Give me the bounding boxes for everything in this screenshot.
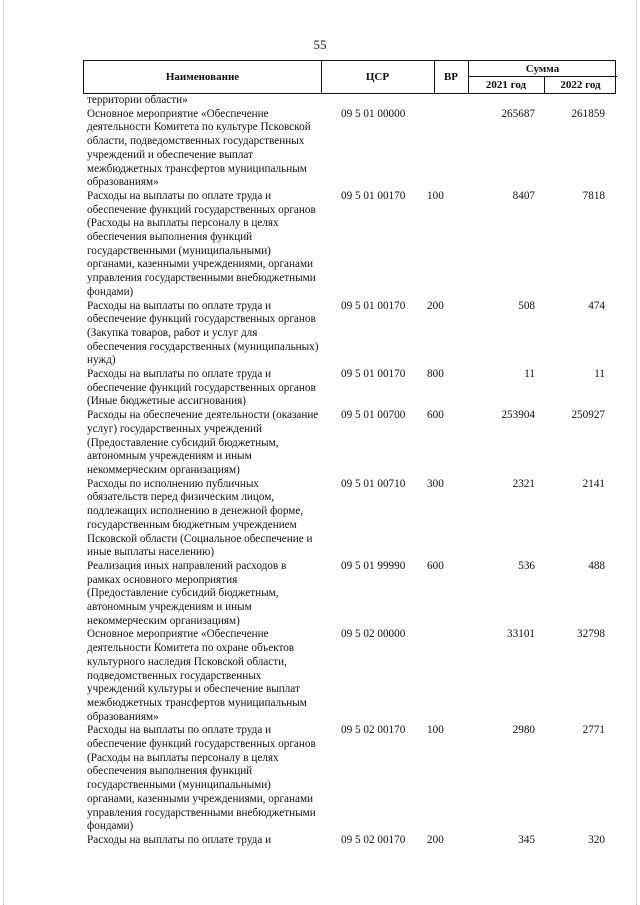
table-row — [87, 478, 615, 560]
row-sum-2021: 33101 — [507, 628, 535, 641]
row-sum-2022: 261859 — [571, 107, 605, 120]
row-sum-2021: 265687 — [501, 107, 535, 120]
row-csr: 09 5 01 00170 — [341, 299, 406, 312]
row-sum-2022: 474 — [588, 299, 605, 312]
table-row — [87, 409, 615, 478]
row-name: Расходы на выплаты по оплате труда и обеспечение функций государственных органов (Иные бюджетные ассигнования) — [87, 368, 316, 408]
header-name: Наименование — [84, 61, 322, 93]
row-name: Основное мероприятие «Обеспечение деятельности Комитета по охране объектов культурного наследия Псковской области, подведомственных государственных учреждений культуры и обеспечение выплат межбюджетных трансфертов муниципальным образованиям» — [87, 628, 307, 723]
row-sum-2021: 2321 — [512, 477, 535, 490]
row-sum-2022: 320 — [588, 833, 605, 846]
row-vr: 300 — [427, 477, 444, 490]
row-vr: 100 — [427, 189, 444, 202]
row-sum-2021: 536 — [518, 559, 535, 572]
row-sum-2022: 7818 — [582, 189, 605, 202]
row-sum-2022: 32798 — [577, 628, 605, 641]
table-row — [87, 724, 615, 834]
row-csr: 09 5 02 00170 — [341, 833, 406, 846]
header-year-2021: 2021 год — [468, 77, 545, 93]
table-row — [87, 628, 615, 724]
table-row — [87, 190, 615, 300]
row-sum-2022: 2141 — [582, 477, 605, 490]
row-name: Основное мероприятие «Обеспечение деятельности Комитета по культуре Псковской области, подведомственных государственных учреждений и обеспечение выплат межбюджетных трансфертов муниципальным образованиям» — [87, 107, 311, 189]
table-row — [87, 300, 615, 369]
row-sum-2022: 11 — [594, 368, 605, 381]
table-row — [87, 560, 615, 629]
row-csr: 09 5 01 00170 — [341, 368, 406, 381]
row-name: Реализация иных направлений расходов в рамках основного мероприятия (Предоставление субсидий бюджетным, автономным учреждениям и иным некоммерческим организациям) — [87, 559, 287, 627]
table-row — [87, 108, 615, 190]
header-year-2022: 2022 год — [560, 79, 601, 91]
row-sum-2022: 2771 — [582, 724, 605, 737]
table-row — [87, 94, 615, 108]
row-vr: 600 — [427, 559, 444, 572]
row-csr: 09 5 01 00000 — [341, 107, 406, 120]
row-sum-2021: 11 — [524, 368, 535, 381]
row-csr: 09 5 01 99990 — [341, 559, 406, 572]
row-name: территории области» — [87, 94, 188, 106]
row-sum-2021: 2980 — [512, 724, 535, 737]
table-header — [83, 60, 616, 94]
row-csr: 09 5 01 00710 — [341, 477, 406, 490]
row-csr: 09 5 02 00000 — [341, 628, 406, 641]
page-edge-right — [634, 0, 637, 905]
row-sum-2021: 253904 — [501, 409, 535, 422]
row-vr: 200 — [427, 833, 444, 846]
row-vr: 100 — [427, 724, 444, 737]
page-edge-left — [3, 0, 6, 905]
header-csr: ЦСР — [321, 61, 435, 93]
header-vr: ВР — [434, 61, 469, 93]
row-csr: 09 5 01 00170 — [341, 189, 406, 202]
table-body — [87, 94, 615, 848]
row-sum-2022: 250927 — [571, 409, 605, 422]
row-vr: 600 — [427, 409, 444, 422]
row-sum-2021: 8407 — [512, 189, 535, 202]
row-name: Расходы на выплаты по оплате труда и обеспечение функций государственных органов (Расходы на выплаты персоналу в целях обеспечения выполнения функций государственными (муниципальными) органами, казенными учреждениями, органами управления государственными внебюджетными фондами) — [87, 189, 316, 298]
row-name: Расходы на обеспечение деятельности (оказание услуг) государственных учреждений (Предоставление субсидий бюджетным, автономным учреждениям и иным некоммерческим организациям) — [87, 409, 319, 476]
header-sum: Сумма — [468, 61, 617, 77]
row-csr: 09 5 01 00700 — [341, 409, 406, 422]
row-sum-2022: 488 — [588, 559, 605, 572]
row-sum-2021: 508 — [518, 299, 535, 312]
row-csr: 09 5 02 00170 — [341, 724, 406, 737]
row-name: Расходы на выплаты по оплате труда и обеспечение функций государственных органов (Закупка товаров, работ и услуг для обеспечения государственных (муниципальных) нужд) — [87, 299, 319, 367]
page-number: 55 — [313, 37, 327, 52]
row-vr: 200 — [427, 299, 444, 312]
row-sum-2021: 345 — [518, 833, 535, 846]
row-name: Расходы на выплаты по оплате труда и обеспечение функций государственных органов (Расходы на выплаты персоналу в целях обеспечения выполнения функций государственными (муниципальными) органами, казенными учреждениями, органами управления государственными внебюджетными фондами) — [87, 724, 316, 833]
row-vr: 800 — [427, 368, 444, 381]
table-row — [87, 368, 615, 409]
row-name: Расходы на выплаты по оплате труда и — [87, 833, 272, 846]
row-name: Расходы по исполнению публичных обязательств перед физическим лицом, подлежащих исполнению в денежной форме, государственным бюджетным учреждением Псковской области (Социальное обеспечение и иные выплаты населению) — [87, 477, 313, 559]
table-row — [87, 834, 615, 848]
